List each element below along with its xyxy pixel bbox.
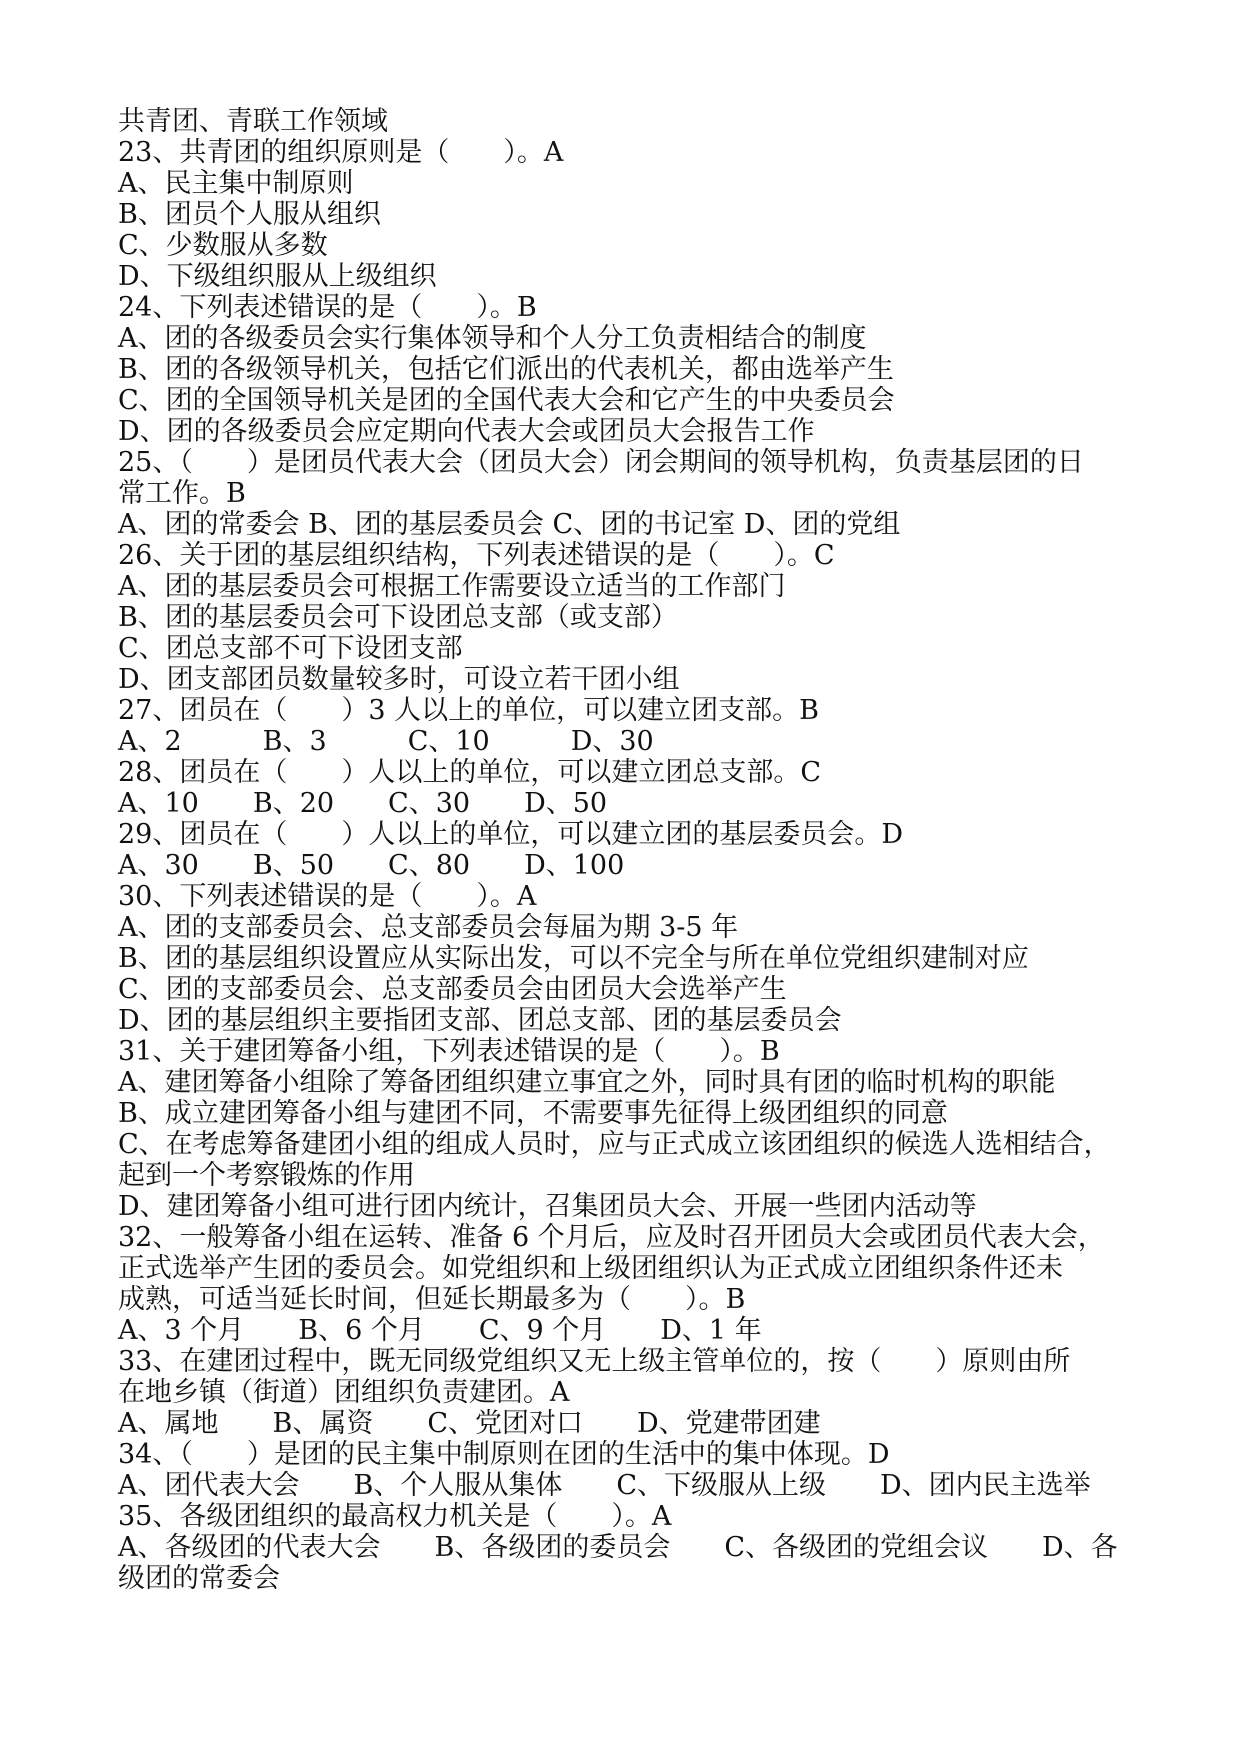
text-line: 25、（ ）是团员代表大会（团员大会）闭会期间的领导机构，负责基层团的日 — [118, 447, 1084, 478]
text-line: 起到一个考察锻炼的作用 — [118, 1160, 415, 1191]
text-line: 成熟，可适当延长时间，但延长期最多为（ ）。B — [118, 1284, 746, 1315]
text-line: A、建团筹备小组除了筹备团组织建立事宜之外，同时具有团的临时机构的职能 — [118, 1067, 1056, 1098]
text-line: 在地乡镇（街道）团组织负责建团。A — [118, 1377, 570, 1408]
text-line: A、民主集中制原则 — [118, 168, 354, 199]
text-line: A、属地 B、属资 C、党团对口 D、党建带团建 — [118, 1408, 821, 1439]
text-line: 级团的常委会 — [118, 1563, 280, 1594]
text-line: 30、下列表述错误的是（ ）。A — [118, 881, 537, 912]
text-line: A、团的支部委员会、总支部委员会每届为期 3-5 年 — [118, 912, 739, 943]
text-line: 共青团、青联工作领域 — [118, 106, 388, 137]
text-line: A、3 个月 B、6 个月 C、9 个月 D、1 年 — [118, 1315, 762, 1346]
text-line: B、团的基层委员会可下设团总支部（或支部） — [118, 602, 678, 633]
text-line: A、各级团的代表大会 B、各级团的委员会 C、各级团的党组会议 D、各 — [118, 1532, 1118, 1563]
text-line: 29、团员在（ ）人以上的单位，可以建立团的基层委员会。D — [118, 819, 904, 850]
text-line: C、少数服从多数 — [118, 230, 328, 261]
text-line: 32、一般筹备小组在运转、准备 6 个月后，应及时召开团员大会或团员代表大会， — [118, 1222, 1105, 1253]
text-line: B、团员个人服从组织 — [118, 199, 381, 230]
text-line: D、团的各级委员会应定期向代表大会或团员大会报告工作 — [118, 416, 815, 447]
text-line: 正式选举产生团的委员会。如党组织和上级团组织认为正式成立团组织条件还未 — [118, 1253, 1063, 1284]
text-line: C、团的支部委员会、总支部委员会由团员大会选举产生 — [118, 974, 787, 1005]
text-line: D、团支部团员数量较多时，可设立若干团小组 — [118, 664, 680, 695]
text-line: C、在考虑筹备建团小组的组成人员时，应与正式成立该团组织的候选人选相结合， — [118, 1129, 1111, 1160]
text-line: 26、关于团的基层组织结构，下列表述错误的是（ ）。C — [118, 540, 835, 571]
document-body — [118, 106, 1138, 1594]
text-line: A、30 B、50 C、80 D、100 — [118, 850, 625, 881]
text-line: B、成立建团筹备小组与建团不同，不需要事先征得上级团组织的同意 — [118, 1098, 948, 1129]
text-line: D、团的基层组织主要指团支部、团总支部、团的基层委员会 — [118, 1005, 842, 1036]
text-line: 常工作。B — [118, 478, 246, 509]
text-line: B、团的各级领导机关，包括它们派出的代表机关，都由选举产生 — [118, 354, 894, 385]
text-line: 34、（ ）是团的民主集中制原则在团的生活中的集中体现。D — [118, 1439, 890, 1470]
text-line: C、团的全国领导机关是团的全国代表大会和它产生的中央委员会 — [118, 385, 895, 416]
text-line: A、团的基层委员会可根据工作需要设立适当的工作部门 — [118, 571, 786, 602]
text-line: 28、团员在（ ）人以上的单位，可以建立团总支部。C — [118, 757, 822, 788]
text-line: 33、在建团过程中，既无同级党组织又无上级主管单位的，按（ ）原则由所 — [118, 1346, 1071, 1377]
text-line: C、团总支部不可下设团支部 — [118, 633, 463, 664]
text-line: D、下级组织服从上级组织 — [118, 261, 437, 292]
text-line: A、10 B、20 C、30 D、50 — [118, 788, 608, 819]
text-line: 24、下列表述错误的是（ ）。B — [118, 292, 537, 323]
text-line: 35、各级团组织的最高权力机关是（ ）。A — [118, 1501, 672, 1532]
text-line: A、2 B、3 C、10 D、30 — [118, 726, 654, 757]
text-line: A、团代表大会 B、个人服从集体 C、下级服从上级 D、团内民主选举 — [118, 1470, 1091, 1501]
text-line: D、建团筹备小组可进行团内统计，召集团员大会、开展一些团内活动等 — [118, 1191, 977, 1222]
text-line: 27、团员在（ ）3 人以上的单位，可以建立团支部。B — [118, 695, 819, 726]
text-line: A、团的常委会 B、团的基层委员会 C、团的书记室 D、团的党组 — [118, 509, 901, 540]
text-line: 23、共青团的组织原则是（ ）。A — [118, 137, 564, 168]
text-line: A、团的各级委员会实行集体领导和个人分工负责相结合的制度 — [118, 323, 867, 354]
text-line: B、团的基层组织设置应从实际出发，可以不完全与所在单位党组织建制对应 — [118, 943, 1029, 974]
text-line: 31、关于建团筹备小组，下列表述错误的是（ ）。B — [118, 1036, 780, 1067]
